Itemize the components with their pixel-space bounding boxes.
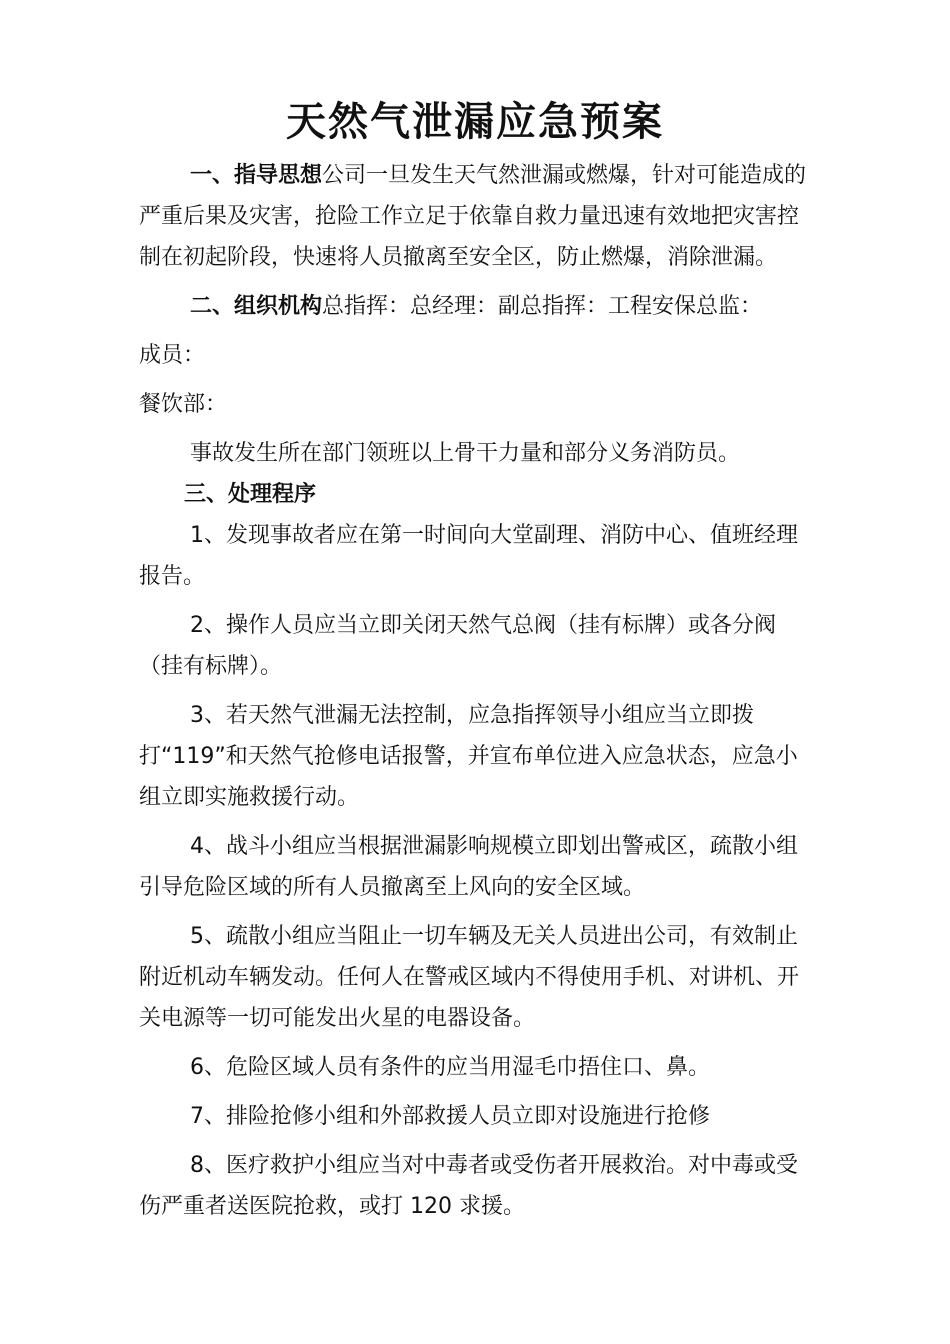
document-title: 天然气泄漏应急预案 (286, 99, 664, 145)
procedure-step: 5、疏散小组应当阻止一切车辆及无关人员进出公司，有效制止附近机动车辆发动。任何人在警戒区域内不得使用手机、对讲机、开关电源等一切可能发出火星的电器设备。 (139, 924, 800, 1031)
catering-line: 餐饮部： (139, 392, 228, 417)
section-text: 总指挥：总经理：副总指挥：工程安保总监： (322, 294, 763, 319)
section-guiding-thought (139, 155, 819, 278)
section-heading: 二、组织机构 (190, 294, 323, 319)
backbone-line: 事故发生所在部门领班以上骨干力量和部分义务消防员。 (190, 441, 741, 466)
procedure-step: 8、医疗救护小组应当对中毒者或受伤者开展救治。对中毒或受伤严重者送医院抢救，或打 120 求援。 (139, 1153, 798, 1219)
section-procedure-heading: 三、处理程序 (184, 482, 317, 507)
procedure-step: 1、发现事故者应在第一时间向大堂副理、消防中心、值班经理报告。 (139, 523, 798, 589)
procedure-step: 2、操作人员应当立即关闭天然气总阀（挂有标牌）或各分阀（挂有标牌）。 (139, 613, 776, 679)
procedure-step: 4、战斗小组应当根据泄漏影响规模立即划出警戒区，疏散小组引导危险区域的所有人员撤离至上风向的安全区域。 (139, 834, 798, 900)
section-text: 公司一旦发生天气然泄漏或燃爆，针对可能造成的严重后果及灾害，抢险工作立足于依靠自救力量迅速有效地把灾害控制在初起阶段，快速将人员撤离至安全区，防止燃爆，消除泄漏。 (139, 163, 807, 270)
procedure-step: 7、排险抢修小组和外部救援人员立即对设施进行抢修 (190, 1104, 710, 1129)
document-body (139, 155, 819, 1227)
procedure-step: 6、危险区域人员有条件的应当用湿毛巾捂住口、鼻。 (190, 1055, 710, 1080)
section-organization (139, 286, 819, 327)
members-line: 成员： (139, 343, 206, 368)
procedure-step: 3、若天然气泄漏无法控制，应急指挥领导小组应当立即拨打“119”和天然气抢修电话报警，并宣布单位进入应急状态，应急小组立即实施救援行动。 (139, 703, 798, 810)
section-heading: 一、指导思想 (190, 163, 323, 188)
